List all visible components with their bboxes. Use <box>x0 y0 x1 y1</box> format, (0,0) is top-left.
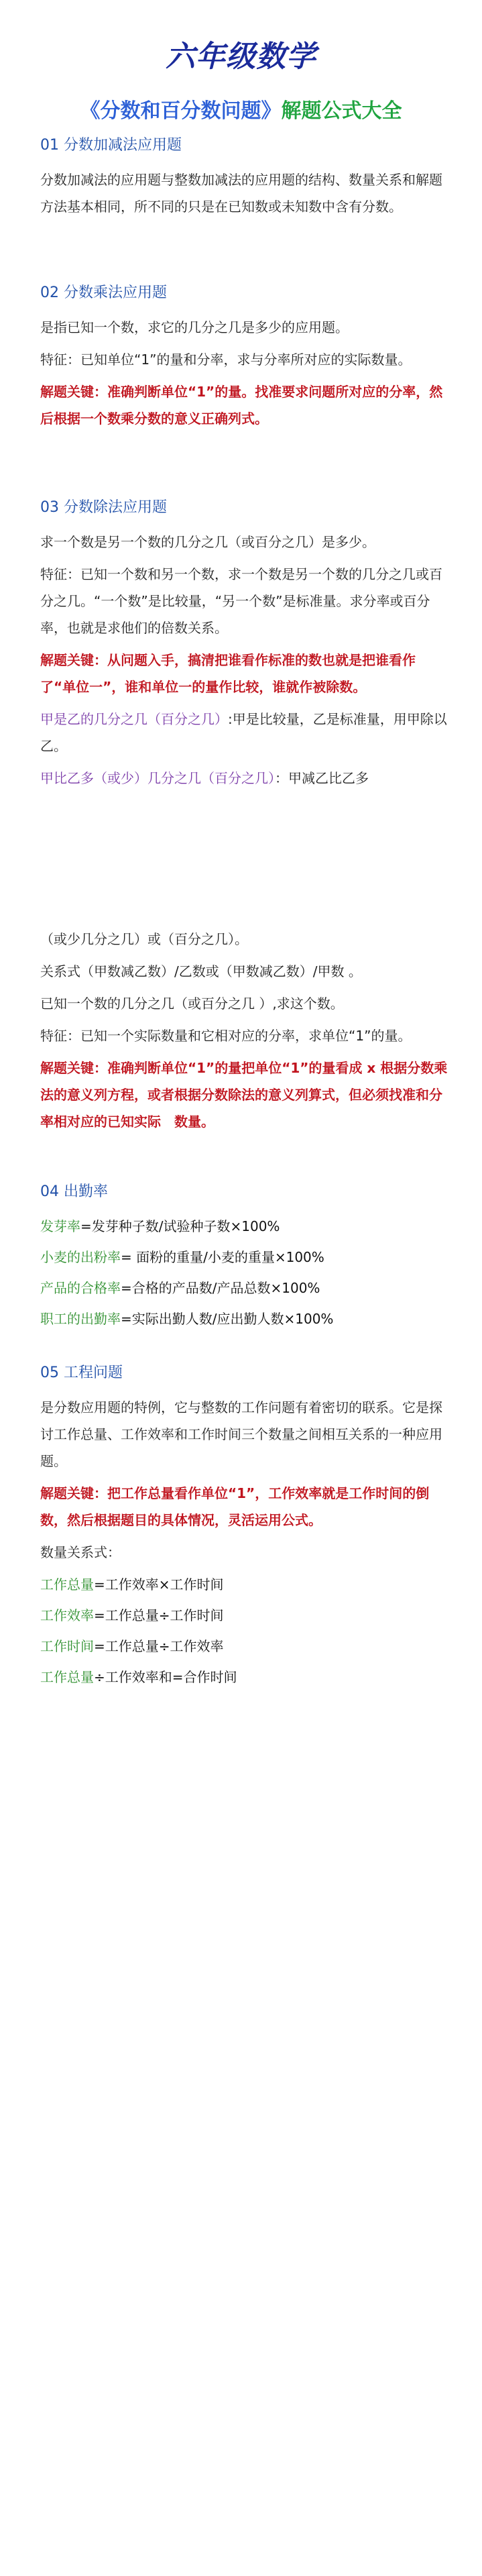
title-part-1: 《分数和百分数问题》 <box>80 99 282 123</box>
paragraph-feature: 特征：已知一个数和另一个数，求一个数是另一个数的几分之几或百分之几。“一个数”是比较量，“另一个数”是标准量。求分率或百分率，也就是求他们的倍数关系。 <box>40 566 442 636</box>
paragraph-key: 解题关键：准确判断单位“1”的量把单位“1”的量看成 x 根据分数乘法的意义列方程，或者根据分数除法的意义列算式，但必须找准和分率相对应的已知实际 数量。 <box>40 1060 448 1130</box>
paragraph: 是指已知一个数，求它的几分之几是多少的应用题。 <box>40 319 349 335</box>
formula-label: 职工的出勤率 <box>40 1311 121 1327</box>
paragraph: 求一个数是另一个数的几分之几（或百分之几）是多少。 <box>40 534 375 550</box>
section-heading: 03 分数除法应用题 <box>40 499 167 516</box>
page-title <box>0 94 482 123</box>
formula-text: =发芽种子数/试验种子数×100% <box>80 1218 280 1234</box>
more-less-text: ：甲减乙比乙多 <box>275 770 369 786</box>
formula-text: =工作效率×工作时间 <box>94 1576 224 1593</box>
formula-flour <box>40 1244 449 1271</box>
section-division-cont <box>40 926 449 1140</box>
paragraph: 是分数应用题的特例，它与整数的工作问题有着密切的联系。它是探讨工作总量、工作效率和工作时间三个数量之间相互关系的一种应用题。 <box>40 1399 442 1469</box>
title-part-2: 解题公式大全 <box>281 99 402 123</box>
paragraph: 已知一个数的几分之几（或百分之几 ）,求这个数。 <box>40 996 344 1012</box>
more-less-label: 甲比乙多（或少）几分之几（百分之几） <box>40 770 275 786</box>
section-heading: 02 分数乘法应用题 <box>40 284 167 301</box>
formula-pass-rate <box>40 1275 449 1301</box>
section-heading: 05 工程问题 <box>40 1364 123 1381</box>
paragraph-more-less <box>40 765 449 792</box>
formula-text: =实际出勤人数/应出勤人数×100% <box>121 1311 334 1327</box>
paragraph-key: 解题关键：把工作总量看作单位“1”，工作效率就是工作时间的倒数，然后根据题目的具体情况，灵活运用公式。 <box>40 1485 430 1528</box>
ratio-label: 甲是乙的几分之几（百分之几） <box>40 711 228 727</box>
formula-label: 发芽率 <box>40 1218 80 1234</box>
formula-work-time <box>40 1633 449 1660</box>
formula-label: 工作总量 <box>40 1576 94 1593</box>
section-multiplication <box>40 282 449 437</box>
ratio-text: :甲是比较量，乙是标准量，用甲除以乙。 <box>40 711 447 754</box>
paragraph: （或少几分之几）或（百分之几）。 <box>40 931 248 947</box>
paragraph-key: 解题关键：准确判断单位“1”的量。找准要求问题所对应的分率，然后根据一个数乘分数的意义正确列式。 <box>40 384 443 427</box>
paragraph: 分数加减法的应用题与整数加减法的应用题的结构、数量关系和解题方法基本相同，所不同的只是在已知数或未知数中含有分数。 <box>40 172 442 215</box>
formula-attendance <box>40 1305 449 1332</box>
section-addition-subtraction <box>40 134 449 225</box>
paragraph-ratio <box>40 706 449 759</box>
formula-germination <box>40 1213 449 1240</box>
formula-text: =合格的产品数/产品总数×100% <box>121 1280 320 1296</box>
formula-label: 工作总量 <box>40 1669 94 1685</box>
formula-label: 工作效率 <box>40 1607 94 1623</box>
formula-total-work <box>40 1571 449 1598</box>
paragraph-relation: 关系式（甲数减乙数）/乙数或（甲数减乙数）/甲数 。 <box>40 963 362 979</box>
paragraph-key: 解题关键：从问题入手，搞清把谁看作标准的数也就是把谁看作了“单位一”，谁和单位一的量作比较，谁就作被除数。 <box>40 652 416 695</box>
formula-text: =工作总量÷工作效率 <box>94 1638 224 1654</box>
section-heading: 01 分数加减法应用题 <box>40 137 182 154</box>
paragraph-feature: 特征：已知单位“1”的量和分率，求与分率所对应的实际数量。 <box>40 352 412 368</box>
section-heading: 04 出勤率 <box>40 1183 108 1200</box>
formula-text: = 面粉的重量/小麦的重量×100% <box>121 1249 324 1265</box>
formula-text: =工作总量÷工作时间 <box>94 1607 224 1623</box>
section-rates <box>40 1181 449 1336</box>
section-division <box>40 496 449 797</box>
section-work-problems <box>40 1362 449 1695</box>
formula-efficiency <box>40 1602 449 1629</box>
formula-text: ÷工作效率和=合作时间 <box>94 1669 237 1685</box>
formula-label: 工作时间 <box>40 1638 94 1654</box>
paragraph-relations-title: 数量关系式： <box>40 1544 121 1560</box>
formula-label: 产品的合格率 <box>40 1280 121 1296</box>
logo-text: 六年级数学 <box>166 40 316 74</box>
paragraph-feature: 特征：已知一个实际数量和它相对应的分率，求单位“1”的量。 <box>40 1028 412 1044</box>
formula-label: 小麦的出粉率 <box>40 1249 121 1265</box>
formula-cooperation-time <box>40 1664 449 1690</box>
